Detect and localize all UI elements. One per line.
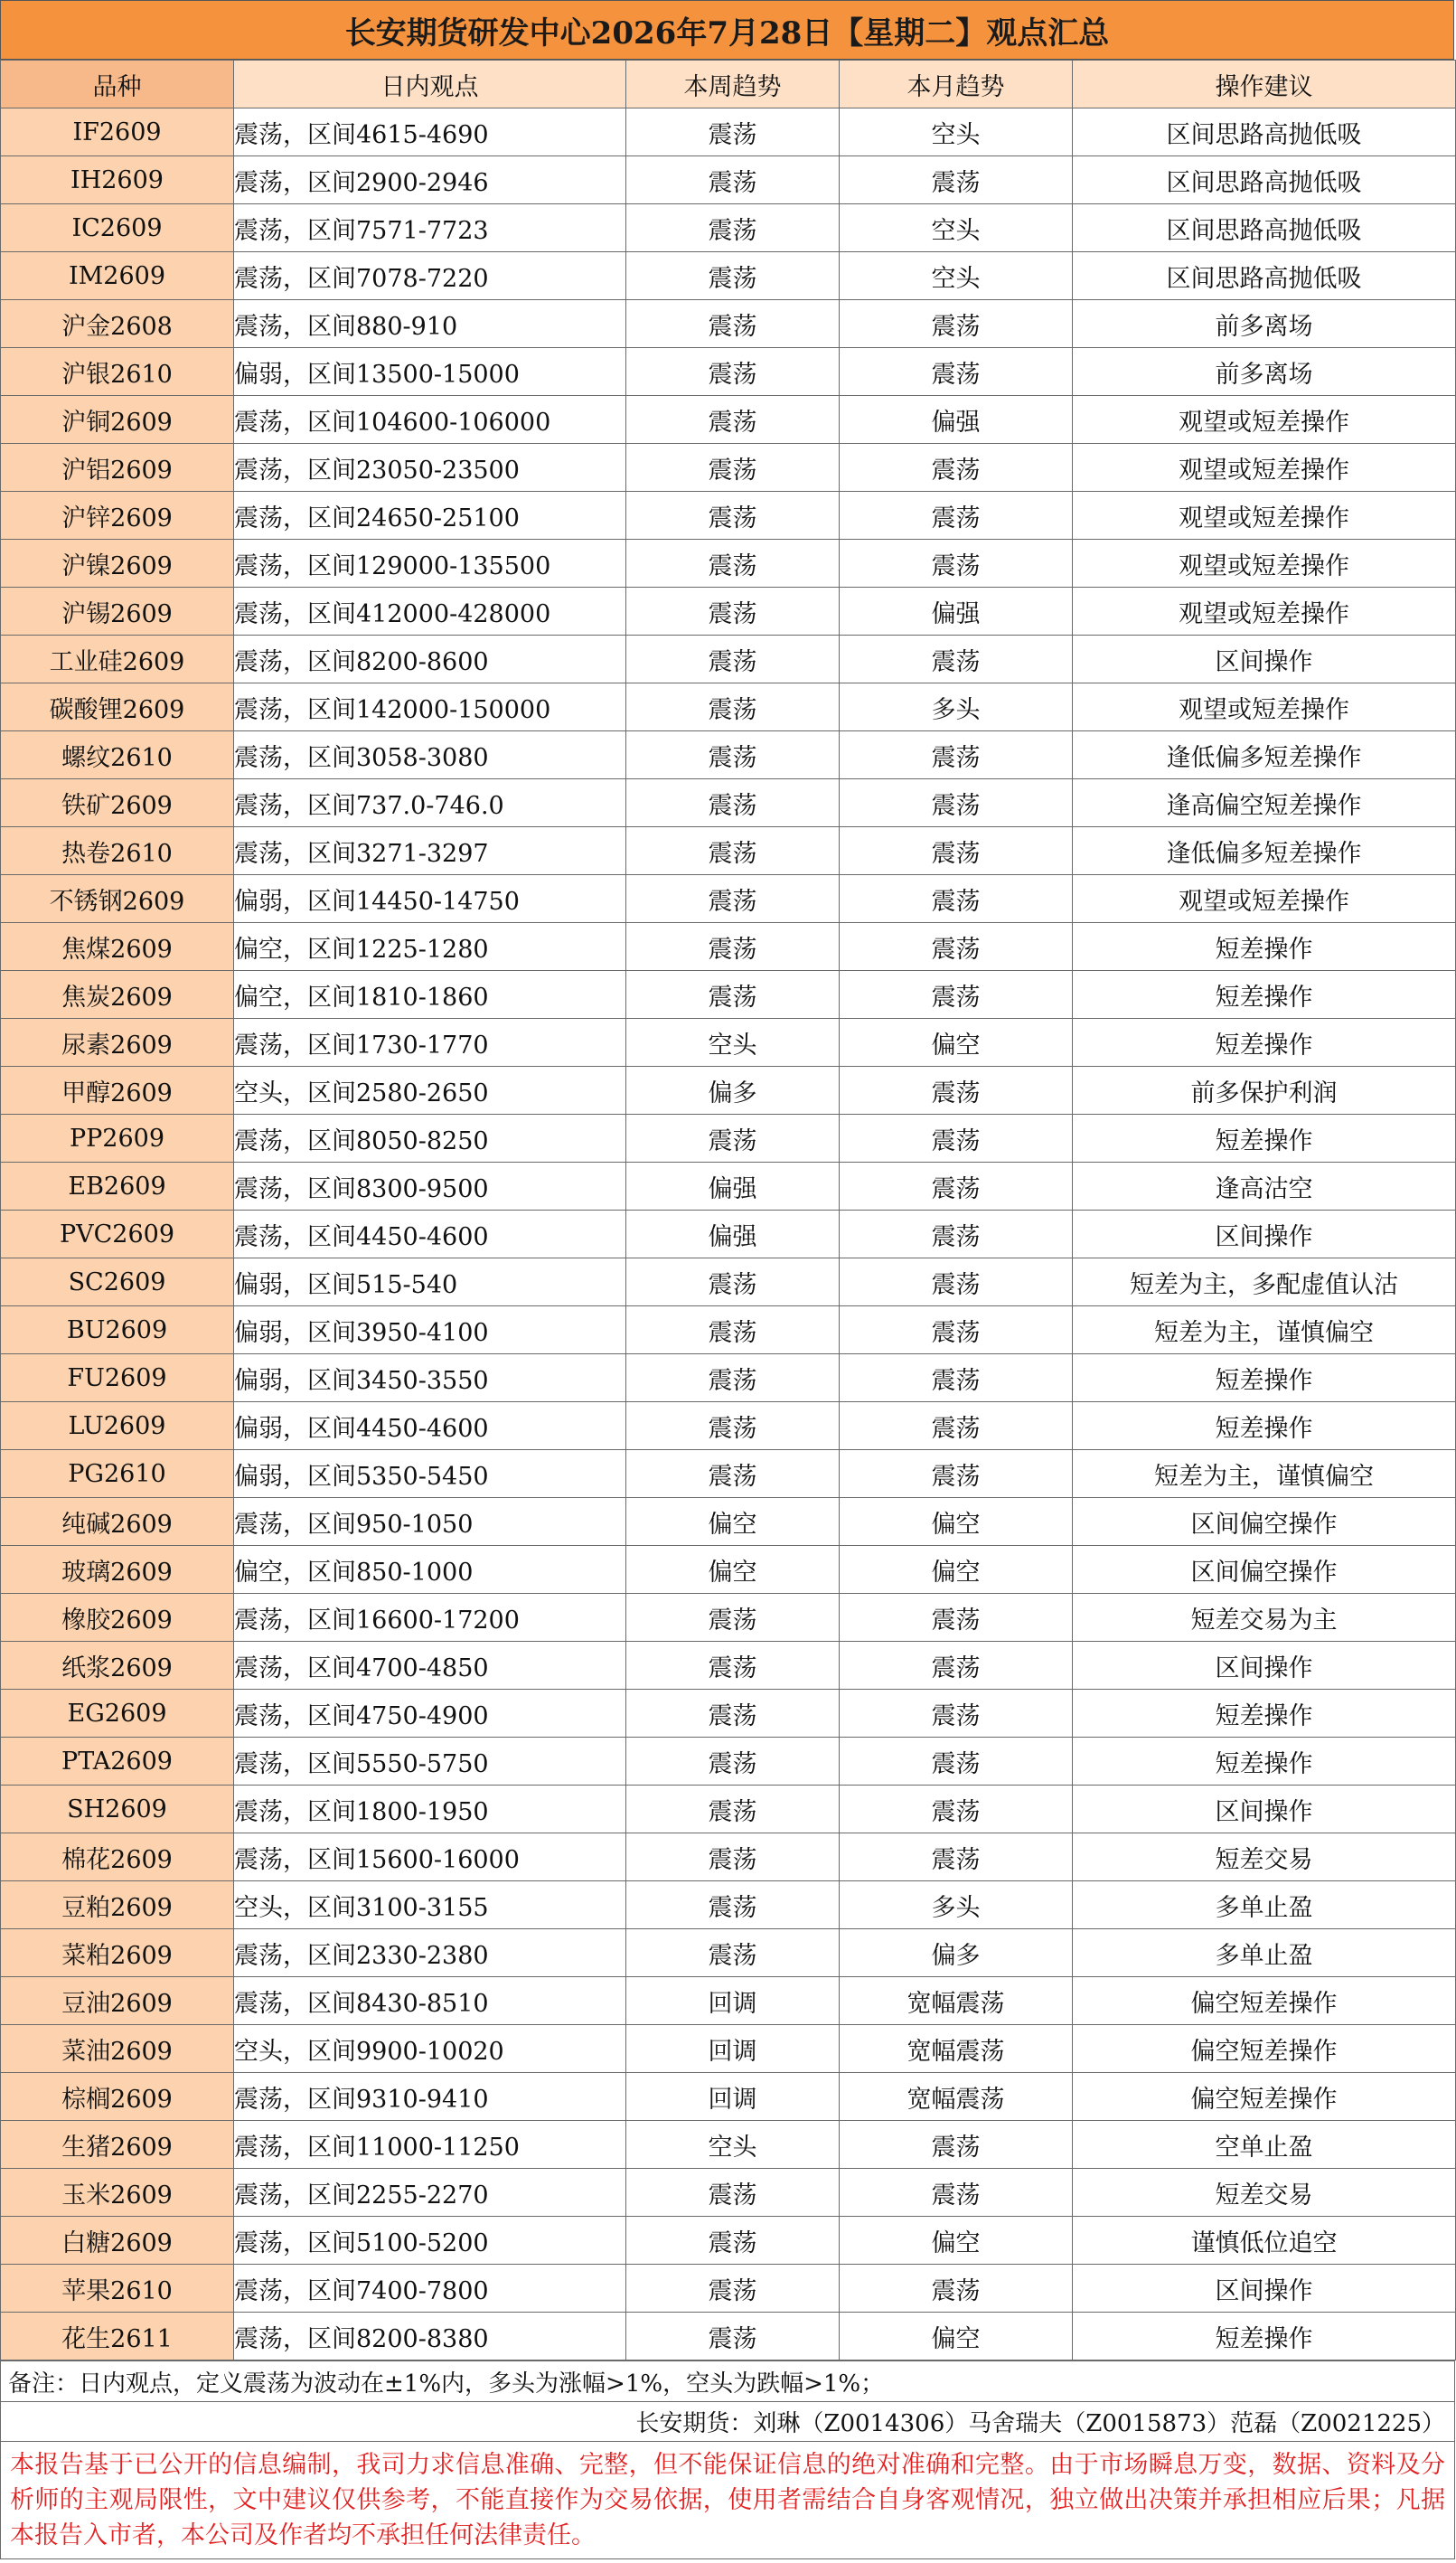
cell-advice: 观望或短差操作 xyxy=(1073,444,1456,492)
cell-variety: 棉花2609 xyxy=(1,1833,234,1881)
cell-variety: IC2609 xyxy=(1,204,234,252)
cell-variety: 苹果2610 xyxy=(1,2265,234,2313)
table-row xyxy=(1,2217,1456,2265)
cell-weekly-trend: 震荡 xyxy=(626,2217,840,2265)
cell-monthly-trend: 震荡 xyxy=(840,636,1073,683)
cell-intraday: 震荡，区间3058-3080 xyxy=(234,731,626,779)
cell-variety: LU2609 xyxy=(1,1402,234,1450)
cell-intraday: 震荡，区间4615-4690 xyxy=(234,108,626,156)
cell-weekly-trend: 偏强 xyxy=(626,1211,840,1258)
header-variety: 品种 xyxy=(1,61,234,108)
cell-variety: 纸浆2609 xyxy=(1,1642,234,1690)
cell-advice: 区间思路高抛低吸 xyxy=(1073,156,1456,204)
cell-monthly-trend: 震荡 xyxy=(840,1354,1073,1402)
cell-weekly-trend: 震荡 xyxy=(626,1929,840,1977)
table-row xyxy=(1,1115,1456,1163)
cell-monthly-trend: 多头 xyxy=(840,1881,1073,1929)
cell-intraday: 震荡，区间737.0-746.0 xyxy=(234,779,626,827)
cell-monthly-trend: 偏强 xyxy=(840,588,1073,636)
table-row xyxy=(1,108,1456,156)
cell-weekly-trend: 震荡 xyxy=(626,588,840,636)
table-row xyxy=(1,923,1456,971)
cell-variety: 焦炭2609 xyxy=(1,971,234,1019)
cell-intraday: 震荡，区间15600-16000 xyxy=(234,1833,626,1881)
cell-monthly-trend: 震荡 xyxy=(840,779,1073,827)
cell-advice: 观望或短差操作 xyxy=(1073,396,1456,444)
table-row xyxy=(1,2025,1456,2073)
cell-intraday: 偏弱，区间3450-3550 xyxy=(234,1354,626,1402)
table-row xyxy=(1,971,1456,1019)
cell-weekly-trend: 震荡 xyxy=(626,827,840,875)
cell-monthly-trend: 震荡 xyxy=(840,2121,1073,2169)
cell-weekly-trend: 震荡 xyxy=(626,683,840,731)
cell-weekly-trend: 震荡 xyxy=(626,1594,840,1642)
table-row xyxy=(1,1594,1456,1642)
table-row xyxy=(1,1163,1456,1211)
cell-variety: EG2609 xyxy=(1,1690,234,1738)
cell-variety: 沪银2610 xyxy=(1,348,234,396)
cell-variety: 菜粕2609 xyxy=(1,1929,234,1977)
cell-monthly-trend: 震荡 xyxy=(840,444,1073,492)
cell-intraday: 偏空，区间850-1000 xyxy=(234,1546,626,1594)
cell-variety: SC2609 xyxy=(1,1258,234,1306)
table-row xyxy=(1,2121,1456,2169)
cell-variety: 甲醇2609 xyxy=(1,1067,234,1115)
cell-variety: 豆粕2609 xyxy=(1,1881,234,1929)
cell-variety: 沪镍2609 xyxy=(1,540,234,588)
cell-variety: 棕榈2609 xyxy=(1,2073,234,2121)
table-row xyxy=(1,2073,1456,2121)
cell-monthly-trend: 震荡 xyxy=(840,1211,1073,1258)
cell-variety: 铁矿2609 xyxy=(1,779,234,827)
cell-weekly-trend: 震荡 xyxy=(626,348,840,396)
cell-monthly-trend: 震荡 xyxy=(840,300,1073,348)
cell-intraday: 偏弱，区间515-540 xyxy=(234,1258,626,1306)
cell-advice: 区间思路高抛低吸 xyxy=(1073,252,1456,300)
cell-advice: 空单止盈 xyxy=(1073,2121,1456,2169)
cell-intraday: 空头，区间3100-3155 xyxy=(234,1881,626,1929)
cell-intraday: 震荡，区间7078-7220 xyxy=(234,252,626,300)
cell-advice: 逢高沽空 xyxy=(1073,1163,1456,1211)
cell-intraday: 偏空，区间1810-1860 xyxy=(234,971,626,1019)
cell-advice: 短差交易为主 xyxy=(1073,1594,1456,1642)
table-row xyxy=(1,683,1456,731)
cell-intraday: 震荡，区间1800-1950 xyxy=(234,1786,626,1833)
cell-intraday: 偏弱，区间13500-15000 xyxy=(234,348,626,396)
table-row xyxy=(1,1498,1456,1546)
cell-intraday: 震荡，区间23050-23500 xyxy=(234,444,626,492)
cell-advice: 短差交易 xyxy=(1073,1833,1456,1881)
cell-advice: 观望或短差操作 xyxy=(1073,875,1456,923)
cell-intraday: 偏弱，区间5350-5450 xyxy=(234,1450,626,1498)
cell-advice: 逢低偏多短差操作 xyxy=(1073,731,1456,779)
cell-advice: 观望或短差操作 xyxy=(1073,540,1456,588)
cell-advice: 多单止盈 xyxy=(1073,1881,1456,1929)
cell-advice: 短差操作 xyxy=(1073,2313,1456,2360)
cell-advice: 区间思路高抛低吸 xyxy=(1073,204,1456,252)
cell-weekly-trend: 震荡 xyxy=(626,204,840,252)
cell-intraday: 震荡，区间8200-8380 xyxy=(234,2313,626,2360)
cell-intraday: 震荡，区间2255-2270 xyxy=(234,2169,626,2217)
cell-variety: 沪锌2609 xyxy=(1,492,234,540)
cell-weekly-trend: 震荡 xyxy=(626,492,840,540)
cell-intraday: 震荡，区间7400-7800 xyxy=(234,2265,626,2313)
table-row xyxy=(1,1258,1456,1306)
cell-variety: 橡胶2609 xyxy=(1,1594,234,1642)
cell-monthly-trend: 空头 xyxy=(840,252,1073,300)
header-weekly: 本周趋势 xyxy=(626,61,840,108)
cell-intraday: 震荡，区间24650-25100 xyxy=(234,492,626,540)
cell-monthly-trend: 震荡 xyxy=(840,2265,1073,2313)
cell-variety: IH2609 xyxy=(1,156,234,204)
cell-advice: 区间操作 xyxy=(1073,636,1456,683)
cell-intraday: 震荡，区间2330-2380 xyxy=(234,1929,626,1977)
cell-weekly-trend: 空头 xyxy=(626,1019,840,1067)
cell-monthly-trend: 偏空 xyxy=(840,1546,1073,1594)
cell-weekly-trend: 震荡 xyxy=(626,1833,840,1881)
cell-advice: 偏空短差操作 xyxy=(1073,2025,1456,2073)
cell-monthly-trend: 空头 xyxy=(840,204,1073,252)
cell-advice: 短差操作 xyxy=(1073,1019,1456,1067)
table-row xyxy=(1,2169,1456,2217)
cell-intraday: 震荡，区间4750-4900 xyxy=(234,1690,626,1738)
cell-weekly-trend: 空头 xyxy=(626,2121,840,2169)
cell-monthly-trend: 震荡 xyxy=(840,1594,1073,1642)
cell-intraday: 震荡，区间11000-11250 xyxy=(234,2121,626,2169)
cell-variety: PTA2609 xyxy=(1,1738,234,1786)
cell-weekly-trend: 震荡 xyxy=(626,1738,840,1786)
cell-variety: BU2609 xyxy=(1,1306,234,1354)
cell-variety: 热卷2610 xyxy=(1,827,234,875)
cell-variety: 豆油2609 xyxy=(1,1977,234,2025)
cell-weekly-trend: 震荡 xyxy=(626,731,840,779)
cell-monthly-trend: 震荡 xyxy=(840,731,1073,779)
cell-advice: 偏空短差操作 xyxy=(1073,2073,1456,2121)
cell-monthly-trend: 震荡 xyxy=(840,540,1073,588)
cell-advice: 偏空短差操作 xyxy=(1073,1977,1456,2025)
summary-table xyxy=(0,60,1456,2360)
cell-weekly-trend: 震荡 xyxy=(626,1450,840,1498)
cell-monthly-trend: 宽幅震荡 xyxy=(840,2073,1073,2121)
cell-weekly-trend: 震荡 xyxy=(626,1354,840,1402)
cell-monthly-trend: 震荡 xyxy=(840,492,1073,540)
cell-weekly-trend: 震荡 xyxy=(626,1690,840,1738)
cell-variety: 螺纹2610 xyxy=(1,731,234,779)
cell-weekly-trend: 震荡 xyxy=(626,396,840,444)
table-row xyxy=(1,1450,1456,1498)
cell-intraday: 震荡，区间9310-9410 xyxy=(234,2073,626,2121)
table-row xyxy=(1,348,1456,396)
cell-monthly-trend: 震荡 xyxy=(840,2169,1073,2217)
cell-weekly-trend: 震荡 xyxy=(626,875,840,923)
cell-monthly-trend: 震荡 xyxy=(840,1306,1073,1354)
cell-intraday: 空头，区间9900-10020 xyxy=(234,2025,626,2073)
cell-intraday: 空头，区间2580-2650 xyxy=(234,1067,626,1115)
cell-weekly-trend: 震荡 xyxy=(626,300,840,348)
cell-intraday: 震荡，区间8300-9500 xyxy=(234,1163,626,1211)
table-row xyxy=(1,1354,1456,1402)
table-row xyxy=(1,1642,1456,1690)
cell-advice: 逢高偏空短差操作 xyxy=(1073,779,1456,827)
cell-weekly-trend: 偏空 xyxy=(626,1498,840,1546)
cell-variety: 生猪2609 xyxy=(1,2121,234,2169)
cell-monthly-trend: 宽幅震荡 xyxy=(840,1977,1073,2025)
cell-monthly-trend: 震荡 xyxy=(840,1690,1073,1738)
cell-variety: SH2609 xyxy=(1,1786,234,1833)
cell-variety: 菜油2609 xyxy=(1,2025,234,2073)
cell-weekly-trend: 震荡 xyxy=(626,1786,840,1833)
cell-monthly-trend: 震荡 xyxy=(840,1786,1073,1833)
cell-variety: IF2609 xyxy=(1,108,234,156)
table-row xyxy=(1,396,1456,444)
cell-variety: EB2609 xyxy=(1,1163,234,1211)
table-row xyxy=(1,1929,1456,1977)
cell-monthly-trend: 震荡 xyxy=(840,827,1073,875)
cell-monthly-trend: 震荡 xyxy=(840,1115,1073,1163)
cell-variety: 沪铝2609 xyxy=(1,444,234,492)
cell-weekly-trend: 偏空 xyxy=(626,1546,840,1594)
cell-intraday: 震荡，区间104600-106000 xyxy=(234,396,626,444)
cell-advice: 前多离场 xyxy=(1073,348,1456,396)
cell-weekly-trend: 震荡 xyxy=(626,1115,840,1163)
table-row xyxy=(1,1690,1456,1738)
cell-advice: 短差操作 xyxy=(1073,971,1456,1019)
cell-intraday: 震荡，区间4450-4600 xyxy=(234,1211,626,1258)
analyst-credits: 长安期货：刘琳（Z0014306）马舍瑞夫（Z0015873）范磊（Z0021225） xyxy=(0,2402,1455,2442)
cell-intraday: 震荡，区间7571-7723 xyxy=(234,204,626,252)
cell-advice: 谨慎低位追空 xyxy=(1073,2217,1456,2265)
cell-advice: 短差为主，谨慎偏空 xyxy=(1073,1450,1456,1498)
cell-advice: 短差操作 xyxy=(1073,1690,1456,1738)
cell-advice: 观望或短差操作 xyxy=(1073,588,1456,636)
table-row xyxy=(1,2313,1456,2360)
table-row xyxy=(1,1402,1456,1450)
cell-weekly-trend: 震荡 xyxy=(626,540,840,588)
cell-intraday: 震荡，区间4700-4850 xyxy=(234,1642,626,1690)
table-row xyxy=(1,1881,1456,1929)
cell-monthly-trend: 震荡 xyxy=(840,875,1073,923)
cell-monthly-trend: 震荡 xyxy=(840,348,1073,396)
table-row xyxy=(1,731,1456,779)
cell-monthly-trend: 震荡 xyxy=(840,1402,1073,1450)
cell-intraday: 偏空，区间1225-1280 xyxy=(234,923,626,971)
table-row xyxy=(1,252,1456,300)
cell-advice: 观望或短差操作 xyxy=(1073,492,1456,540)
cell-advice: 区间操作 xyxy=(1073,2265,1456,2313)
cell-variety: PVC2609 xyxy=(1,1211,234,1258)
table-body xyxy=(1,108,1456,2360)
cell-advice: 短差操作 xyxy=(1073,1115,1456,1163)
cell-monthly-trend: 震荡 xyxy=(840,156,1073,204)
cell-intraday: 震荡，区间8050-8250 xyxy=(234,1115,626,1163)
cell-intraday: 震荡，区间3271-3297 xyxy=(234,827,626,875)
cell-intraday: 震荡，区间142000-150000 xyxy=(234,683,626,731)
table-row xyxy=(1,1211,1456,1258)
disclaimer: 本报告基于已公开的信息编制，我司力求信息准确、完整，但不能保证信息的绝对准确和完整。由于市场瞬息万变，数据、资料及分析师的主观局限性，文中建议仅供参考，不能直接作为交易依据，使用者需结合自身客观情况，独立做出决策并承担相应后果；凡据本报告入市者，本公司及作者均不承担任何法律责任。 xyxy=(0,2442,1455,2559)
cell-monthly-trend: 偏空 xyxy=(840,2313,1073,2360)
cell-variety: 沪铜2609 xyxy=(1,396,234,444)
table-row xyxy=(1,827,1456,875)
cell-intraday: 震荡，区间129000-135500 xyxy=(234,540,626,588)
cell-weekly-trend: 震荡 xyxy=(626,2313,840,2360)
cell-variety: FU2609 xyxy=(1,1354,234,1402)
table-row xyxy=(1,300,1456,348)
cell-monthly-trend: 震荡 xyxy=(840,971,1073,1019)
cell-intraday: 震荡，区间5550-5750 xyxy=(234,1738,626,1786)
cell-weekly-trend: 回调 xyxy=(626,1977,840,2025)
cell-weekly-trend: 震荡 xyxy=(626,1881,840,1929)
cell-monthly-trend: 偏空 xyxy=(840,2217,1073,2265)
cell-variety: 碳酸锂2609 xyxy=(1,683,234,731)
table-row xyxy=(1,1977,1456,2025)
cell-intraday: 偏弱，区间4450-4600 xyxy=(234,1402,626,1450)
cell-weekly-trend: 震荡 xyxy=(626,1402,840,1450)
cell-monthly-trend: 震荡 xyxy=(840,1642,1073,1690)
cell-advice: 短差操作 xyxy=(1073,1402,1456,1450)
cell-monthly-trend: 偏强 xyxy=(840,396,1073,444)
cell-intraday: 震荡，区间8430-8510 xyxy=(234,1977,626,2025)
cell-weekly-trend: 震荡 xyxy=(626,971,840,1019)
cell-variety: 沪锡2609 xyxy=(1,588,234,636)
cell-advice: 短差交易 xyxy=(1073,2169,1456,2217)
header-advice: 操作建议 xyxy=(1073,61,1456,108)
cell-weekly-trend: 回调 xyxy=(626,2073,840,2121)
cell-advice: 前多保护利润 xyxy=(1073,1067,1456,1115)
cell-variety: 不锈钢2609 xyxy=(1,875,234,923)
cell-intraday: 震荡，区间2900-2946 xyxy=(234,156,626,204)
cell-advice: 观望或短差操作 xyxy=(1073,683,1456,731)
cell-advice: 短差操作 xyxy=(1073,923,1456,971)
cell-variety: 尿素2609 xyxy=(1,1019,234,1067)
cell-variety: 沪金2608 xyxy=(1,300,234,348)
cell-weekly-trend: 震荡 xyxy=(626,636,840,683)
table-row xyxy=(1,540,1456,588)
header-intraday: 日内观点 xyxy=(234,61,626,108)
cell-weekly-trend: 震荡 xyxy=(626,156,840,204)
cell-advice: 短差为主，多配虚值认沽 xyxy=(1073,1258,1456,1306)
cell-weekly-trend: 震荡 xyxy=(626,1642,840,1690)
table-row xyxy=(1,204,1456,252)
cell-weekly-trend: 震荡 xyxy=(626,252,840,300)
cell-monthly-trend: 偏空 xyxy=(840,1498,1073,1546)
cell-intraday: 偏弱，区间3950-4100 xyxy=(234,1306,626,1354)
cell-monthly-trend: 空头 xyxy=(840,108,1073,156)
cell-variety: PP2609 xyxy=(1,1115,234,1163)
table-row xyxy=(1,1786,1456,1833)
table-row xyxy=(1,588,1456,636)
cell-advice: 短差操作 xyxy=(1073,1354,1456,1402)
cell-advice: 多单止盈 xyxy=(1073,1929,1456,1977)
cell-variety: 白糖2609 xyxy=(1,2217,234,2265)
cell-intraday: 震荡，区间1730-1770 xyxy=(234,1019,626,1067)
cell-variety: 焦煤2609 xyxy=(1,923,234,971)
cell-intraday: 震荡，区间880-910 xyxy=(234,300,626,348)
table-row xyxy=(1,1067,1456,1115)
cell-monthly-trend: 震荡 xyxy=(840,1067,1073,1115)
table-row xyxy=(1,1306,1456,1354)
cell-variety: PG2610 xyxy=(1,1450,234,1498)
cell-weekly-trend: 震荡 xyxy=(626,1258,840,1306)
cell-variety: 纯碱2609 xyxy=(1,1498,234,1546)
header-monthly: 本月趋势 xyxy=(840,61,1073,108)
cell-advice: 区间偏空操作 xyxy=(1073,1498,1456,1546)
cell-weekly-trend: 偏强 xyxy=(626,1163,840,1211)
table-row xyxy=(1,2265,1456,2313)
cell-weekly-trend: 震荡 xyxy=(626,923,840,971)
cell-monthly-trend: 宽幅震荡 xyxy=(840,2025,1073,2073)
cell-monthly-trend: 震荡 xyxy=(840,1163,1073,1211)
cell-intraday: 震荡，区间5100-5200 xyxy=(234,2217,626,2265)
cell-advice: 区间偏空操作 xyxy=(1073,1546,1456,1594)
table-row xyxy=(1,156,1456,204)
table-row xyxy=(1,636,1456,683)
cell-weekly-trend: 震荡 xyxy=(626,779,840,827)
cell-variety: 花生2611 xyxy=(1,2313,234,2360)
cell-advice: 区间操作 xyxy=(1073,1786,1456,1833)
cell-monthly-trend: 震荡 xyxy=(840,1450,1073,1498)
cell-intraday: 震荡，区间8200-8600 xyxy=(234,636,626,683)
cell-variety: 工业硅2609 xyxy=(1,636,234,683)
table-row xyxy=(1,1546,1456,1594)
cell-monthly-trend: 震荡 xyxy=(840,1258,1073,1306)
page-title: 长安期货研发中心2026年7月28日【星期二】观点汇总 xyxy=(0,0,1454,60)
cell-monthly-trend: 偏空 xyxy=(840,1019,1073,1067)
cell-monthly-trend: 偏多 xyxy=(840,1929,1073,1977)
cell-weekly-trend: 震荡 xyxy=(626,1306,840,1354)
table-row xyxy=(1,779,1456,827)
cell-variety: 玻璃2609 xyxy=(1,1546,234,1594)
cell-monthly-trend: 震荡 xyxy=(840,923,1073,971)
cell-weekly-trend: 震荡 xyxy=(626,444,840,492)
cell-weekly-trend: 偏多 xyxy=(626,1067,840,1115)
table-row xyxy=(1,1738,1456,1786)
cell-weekly-trend: 震荡 xyxy=(626,2169,840,2217)
table-row xyxy=(1,1019,1456,1067)
header-row xyxy=(1,61,1456,108)
table-row xyxy=(1,444,1456,492)
cell-variety: 玉米2609 xyxy=(1,2169,234,2217)
table-row xyxy=(1,492,1456,540)
cell-advice: 区间思路高抛低吸 xyxy=(1073,108,1456,156)
table-row xyxy=(1,875,1456,923)
cell-monthly-trend: 震荡 xyxy=(840,1833,1073,1881)
cell-advice: 逢低偏多短差操作 xyxy=(1073,827,1456,875)
cell-monthly-trend: 多头 xyxy=(840,683,1073,731)
cell-advice: 前多离场 xyxy=(1073,300,1456,348)
cell-weekly-trend: 震荡 xyxy=(626,108,840,156)
cell-intraday: 偏弱，区间14450-14750 xyxy=(234,875,626,923)
cell-weekly-trend: 回调 xyxy=(626,2025,840,2073)
cell-advice: 区间操作 xyxy=(1073,1642,1456,1690)
cell-weekly-trend: 震荡 xyxy=(626,2265,840,2313)
note: 备注：日内观点，定义震荡为波动在±1%内，多头为涨幅>1%，空头为跌幅>1%； xyxy=(0,2360,1455,2402)
cell-monthly-trend: 震荡 xyxy=(840,1738,1073,1786)
cell-intraday: 震荡，区间16600-17200 xyxy=(234,1594,626,1642)
cell-variety: IM2609 xyxy=(1,252,234,300)
cell-advice: 区间操作 xyxy=(1073,1211,1456,1258)
cell-advice: 短差操作 xyxy=(1073,1738,1456,1786)
cell-intraday: 震荡，区间950-1050 xyxy=(234,1498,626,1546)
cell-advice: 短差为主，谨慎偏空 xyxy=(1073,1306,1456,1354)
cell-intraday: 震荡，区间412000-428000 xyxy=(234,588,626,636)
table-row xyxy=(1,1833,1456,1881)
